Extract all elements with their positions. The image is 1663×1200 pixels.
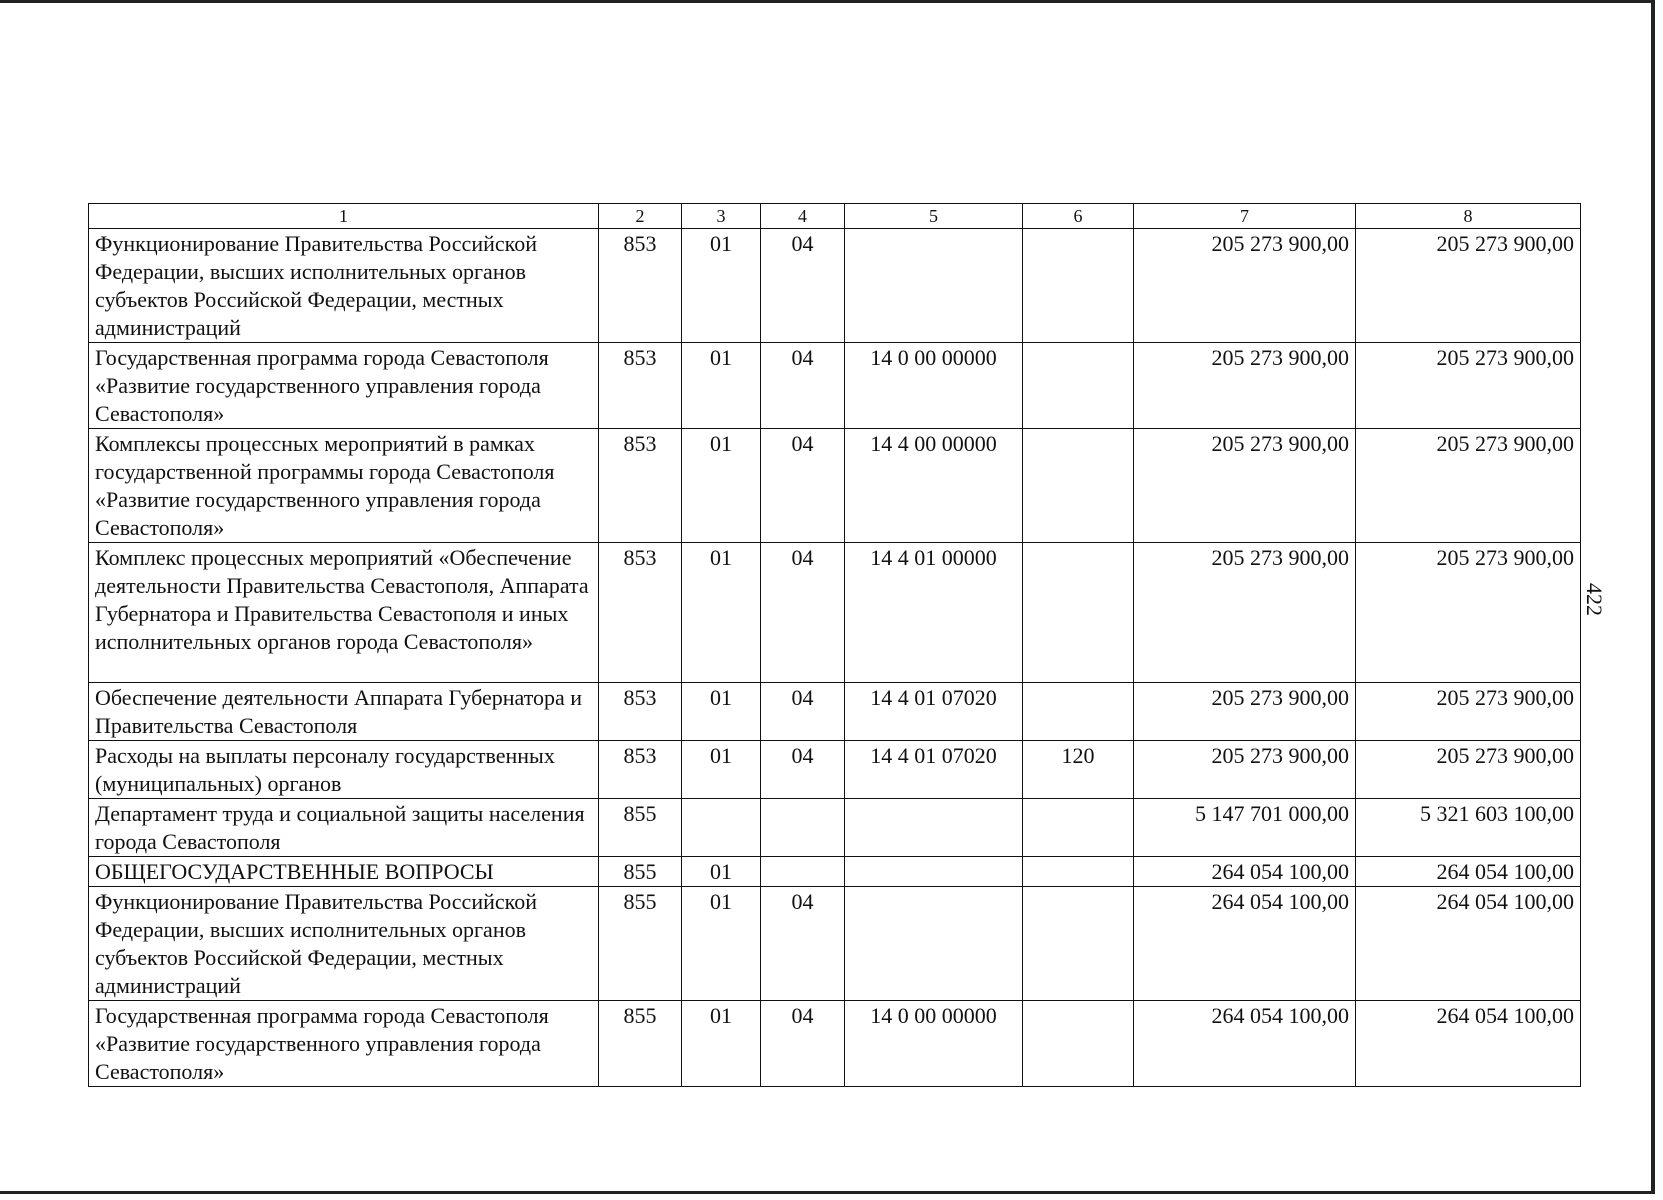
cell-amount-col8: 264 054 100,00: [1356, 1001, 1581, 1087]
cell-amount-col7: 5 147 701 000,00: [1134, 799, 1356, 857]
row-name: Комплексы процессных мероприятий в рамках государственной программы города Севастополя «Развитие государственного управления города Севастополя»: [89, 429, 599, 543]
cell-subsection: 04: [761, 543, 845, 683]
cell-subsection: 04: [761, 229, 845, 343]
cell-section: 01: [682, 1001, 761, 1087]
table-row: [89, 429, 1581, 543]
cell-amount-col8: 205 273 900,00: [1356, 343, 1581, 429]
cell-amount-col7: 205 273 900,00: [1134, 229, 1356, 343]
cell-target-article: 14 4 01 07020: [845, 683, 1023, 741]
cell-amount-col7: 205 273 900,00: [1134, 543, 1356, 683]
cell-amount-col8: 205 273 900,00: [1356, 429, 1581, 543]
cell-expense-type: [1023, 429, 1134, 543]
cell-section: 01: [682, 343, 761, 429]
page-number: 422: [1582, 583, 1607, 616]
table-row: [89, 543, 1581, 683]
row-name: Государственная программа города Севастополя «Развитие государственного управления города Севастополя»: [89, 1001, 599, 1087]
column-header: 1: [89, 204, 599, 229]
cell-ministry-code: 853: [599, 683, 682, 741]
cell-amount-col8: 205 273 900,00: [1356, 683, 1581, 741]
cell-ministry-code: 855: [599, 799, 682, 857]
cell-amount-col8: 205 273 900,00: [1356, 543, 1581, 683]
cell-target-article: 14 0 00 00000: [845, 343, 1023, 429]
cell-section: [682, 799, 761, 857]
table-row: [89, 741, 1581, 799]
table-row: [89, 857, 1581, 887]
cell-target-article: 14 0 00 00000: [845, 1001, 1023, 1087]
cell-subsection: 04: [761, 1001, 845, 1087]
cell-expense-type: [1023, 343, 1134, 429]
cell-subsection: 04: [761, 429, 845, 543]
column-header: 3: [682, 204, 761, 229]
cell-subsection: [761, 857, 845, 887]
cell-amount-col7: 264 054 100,00: [1134, 887, 1356, 1001]
cell-target-article: 14 4 00 00000: [845, 429, 1023, 543]
cell-amount-col8: 205 273 900,00: [1356, 741, 1581, 799]
column-header: 8: [1356, 204, 1581, 229]
cell-expense-type: [1023, 229, 1134, 343]
cell-ministry-code: 853: [599, 343, 682, 429]
column-header: 4: [761, 204, 845, 229]
cell-amount-col7: 205 273 900,00: [1134, 429, 1356, 543]
table-row: [89, 1001, 1581, 1087]
column-header: 6: [1023, 204, 1134, 229]
cell-amount-col8: 264 054 100,00: [1356, 887, 1581, 1001]
table-row: [89, 799, 1581, 857]
row-name: ОБЩЕГОСУДАРСТВЕННЫЕ ВОПРОСЫ: [89, 857, 599, 887]
cell-ministry-code: 855: [599, 1001, 682, 1087]
row-name: Функционирование Правительства Российской Федерации, высших исполнительных органов субъектов Российской Федерации, местных администраций: [89, 229, 599, 343]
table-row: [89, 229, 1581, 343]
row-name: Расходы на выплаты персоналу государственных (муниципальных) органов: [89, 741, 599, 799]
row-name: Департамент труда и социальной защиты населения города Севастополя: [89, 799, 599, 857]
cell-target-article: 14 4 01 07020: [845, 741, 1023, 799]
column-header: 2: [599, 204, 682, 229]
cell-section: 01: [682, 683, 761, 741]
table-row: [89, 683, 1581, 741]
cell-expense-type: 120: [1023, 741, 1134, 799]
row-name: Обеспечение деятельности Аппарата Губернатора и Правительства Севастополя: [89, 683, 599, 741]
row-name: Комплекс процессных мероприятий «Обеспечение деятельности Правительства Севастополя, Аппарата Губернатора и Правительства Севастополя и иных исполнительных органов города Севастополя»: [89, 543, 599, 683]
row-name: Функционирование Правительства Российской Федерации, высших исполнительных органов субъектов Российской Федерации, местных администраций: [89, 887, 599, 1001]
cell-section: 01: [682, 429, 761, 543]
cell-expense-type: [1023, 857, 1134, 887]
cell-section: 01: [682, 741, 761, 799]
row-name: Государственная программа города Севастополя «Развитие государственного управления города Севастополя»: [89, 343, 599, 429]
cell-section: 01: [682, 543, 761, 683]
budget-table: [88, 203, 1581, 1087]
table-row: [89, 343, 1581, 429]
cell-amount-col8: 205 273 900,00: [1356, 229, 1581, 343]
cell-amount-col7: 264 054 100,00: [1134, 1001, 1356, 1087]
cell-expense-type: [1023, 543, 1134, 683]
cell-ministry-code: 853: [599, 429, 682, 543]
cell-ministry-code: 855: [599, 887, 682, 1001]
column-header: 7: [1134, 204, 1356, 229]
cell-ministry-code: 855: [599, 857, 682, 887]
cell-expense-type: [1023, 887, 1134, 1001]
cell-expense-type: [1023, 799, 1134, 857]
cell-expense-type: [1023, 1001, 1134, 1087]
cell-target-article: [845, 887, 1023, 1001]
column-header: 5: [845, 204, 1023, 229]
cell-ministry-code: 853: [599, 741, 682, 799]
cell-subsection: [761, 799, 845, 857]
cell-target-article: 14 4 01 00000: [845, 543, 1023, 683]
cell-amount-col8: 5 321 603 100,00: [1356, 799, 1581, 857]
cell-ministry-code: 853: [599, 229, 682, 343]
cell-target-article: [845, 857, 1023, 887]
cell-subsection: 04: [761, 887, 845, 1001]
cell-target-article: [845, 799, 1023, 857]
cell-subsection: 04: [761, 741, 845, 799]
cell-amount-col7: 205 273 900,00: [1134, 343, 1356, 429]
cell-amount-col7: 205 273 900,00: [1134, 741, 1356, 799]
cell-section: 01: [682, 229, 761, 343]
cell-amount-col7: 264 054 100,00: [1134, 857, 1356, 887]
cell-subsection: 04: [761, 343, 845, 429]
cell-section: 01: [682, 857, 761, 887]
table-row: [89, 887, 1581, 1001]
header-row: [89, 204, 1581, 229]
cell-ministry-code: 853: [599, 543, 682, 683]
cell-target-article: [845, 229, 1023, 343]
cell-amount-col7: 205 273 900,00: [1134, 683, 1356, 741]
cell-section: 01: [682, 887, 761, 1001]
cell-amount-col8: 264 054 100,00: [1356, 857, 1581, 887]
cell-expense-type: [1023, 683, 1134, 741]
cell-subsection: 04: [761, 683, 845, 741]
